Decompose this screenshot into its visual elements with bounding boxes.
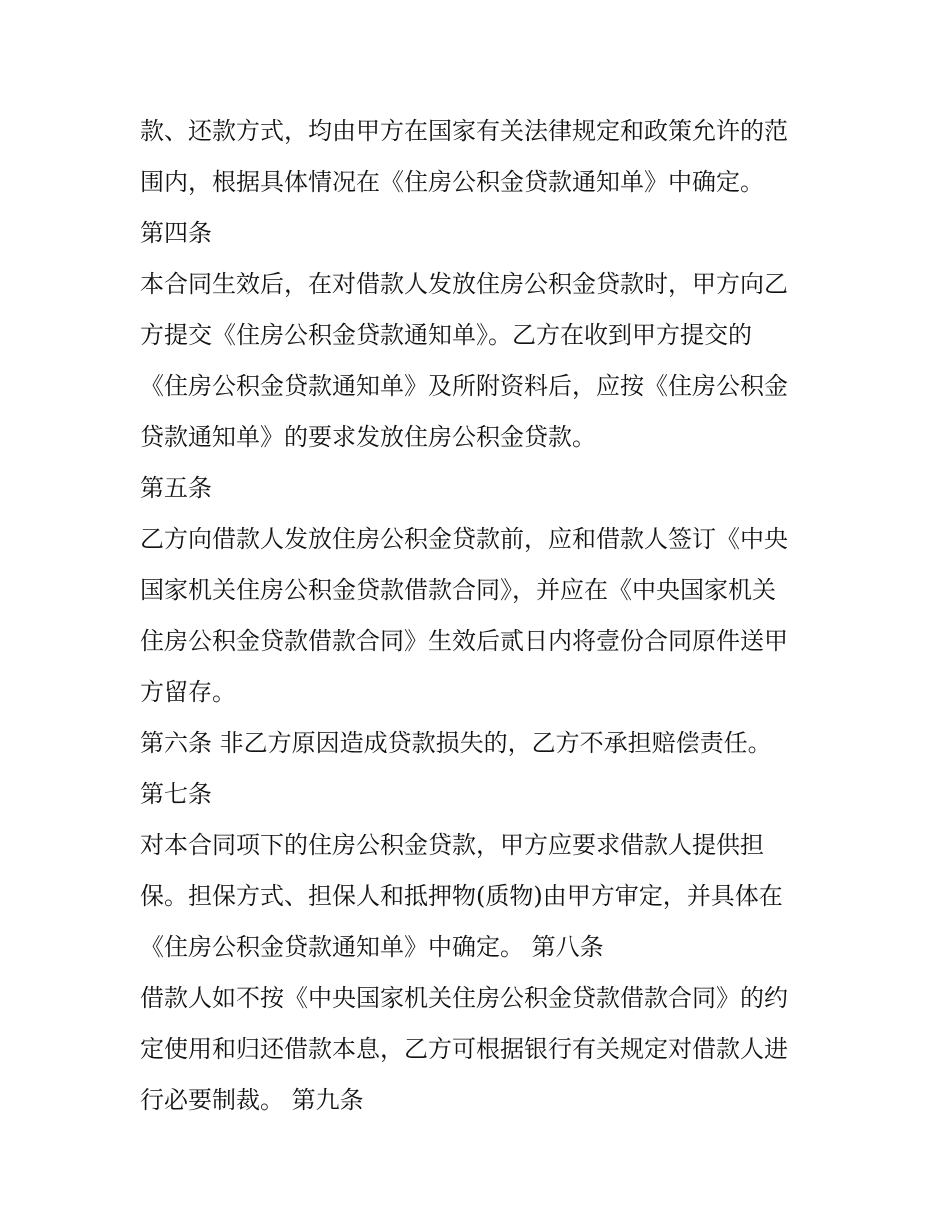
text-line: 本合同生效后，在对借款人发放住房公积金贷款时，甲方向乙 bbox=[140, 270, 788, 298]
text-line: 行必要制裁。 第九条 bbox=[140, 1086, 364, 1114]
text-line: 贷款通知单》的要求发放住房公积金贷款。 bbox=[140, 423, 596, 451]
text-line: 款、还款方式，均由甲方在国家有关法律规定和政策允许的范 bbox=[140, 117, 788, 145]
text-line: 对本合同项下的住房公积金贷款，甲方应要求借款人提供担 bbox=[140, 831, 764, 859]
text-line: 《住房公积金贷款通知单》及所附资料后，应按《住房公积金 bbox=[140, 372, 788, 400]
text-line: 《住房公积金贷款通知单》中确定。 第八条 bbox=[140, 933, 604, 961]
text-line: 借款人如不按《中央国家机关住房公积金贷款借款合同》的约 bbox=[140, 984, 788, 1012]
text-line: 国家机关住房公积金贷款借款合同》，并应在《中央国家机关 bbox=[140, 576, 776, 604]
text-line: 方提交《住房公积金贷款通知单》。乙方在收到甲方提交的 bbox=[140, 321, 752, 349]
text-line: 乙方向借款人发放住房公积金贷款前，应和借款人签订《中央 bbox=[140, 525, 788, 553]
text-line: 定使用和归还借款本息，乙方可根据银行有关规定对借款人进 bbox=[140, 1035, 788, 1063]
article-heading-5: 第五条 bbox=[140, 474, 212, 502]
text-line: 围内，根据具体情况在《住房公积金贷款通知单》中确定。 bbox=[140, 168, 764, 196]
article-heading-7: 第七条 bbox=[140, 780, 212, 808]
document-body bbox=[140, 106, 830, 1126]
text-line: 方留存。 bbox=[140, 678, 236, 706]
text-line: 保。担保方式、担保人和抵押物(质物)由甲方审定，并具体在 bbox=[140, 882, 783, 910]
article-heading-4: 第四条 bbox=[140, 219, 212, 247]
article-6-line: 第六条 非乙方原因造成贷款损失的，乙方不承担赔偿责任。 bbox=[140, 729, 772, 757]
text-line: 住房公积金贷款借款合同》生效后贰日内将壹份合同原件送甲 bbox=[140, 627, 788, 655]
